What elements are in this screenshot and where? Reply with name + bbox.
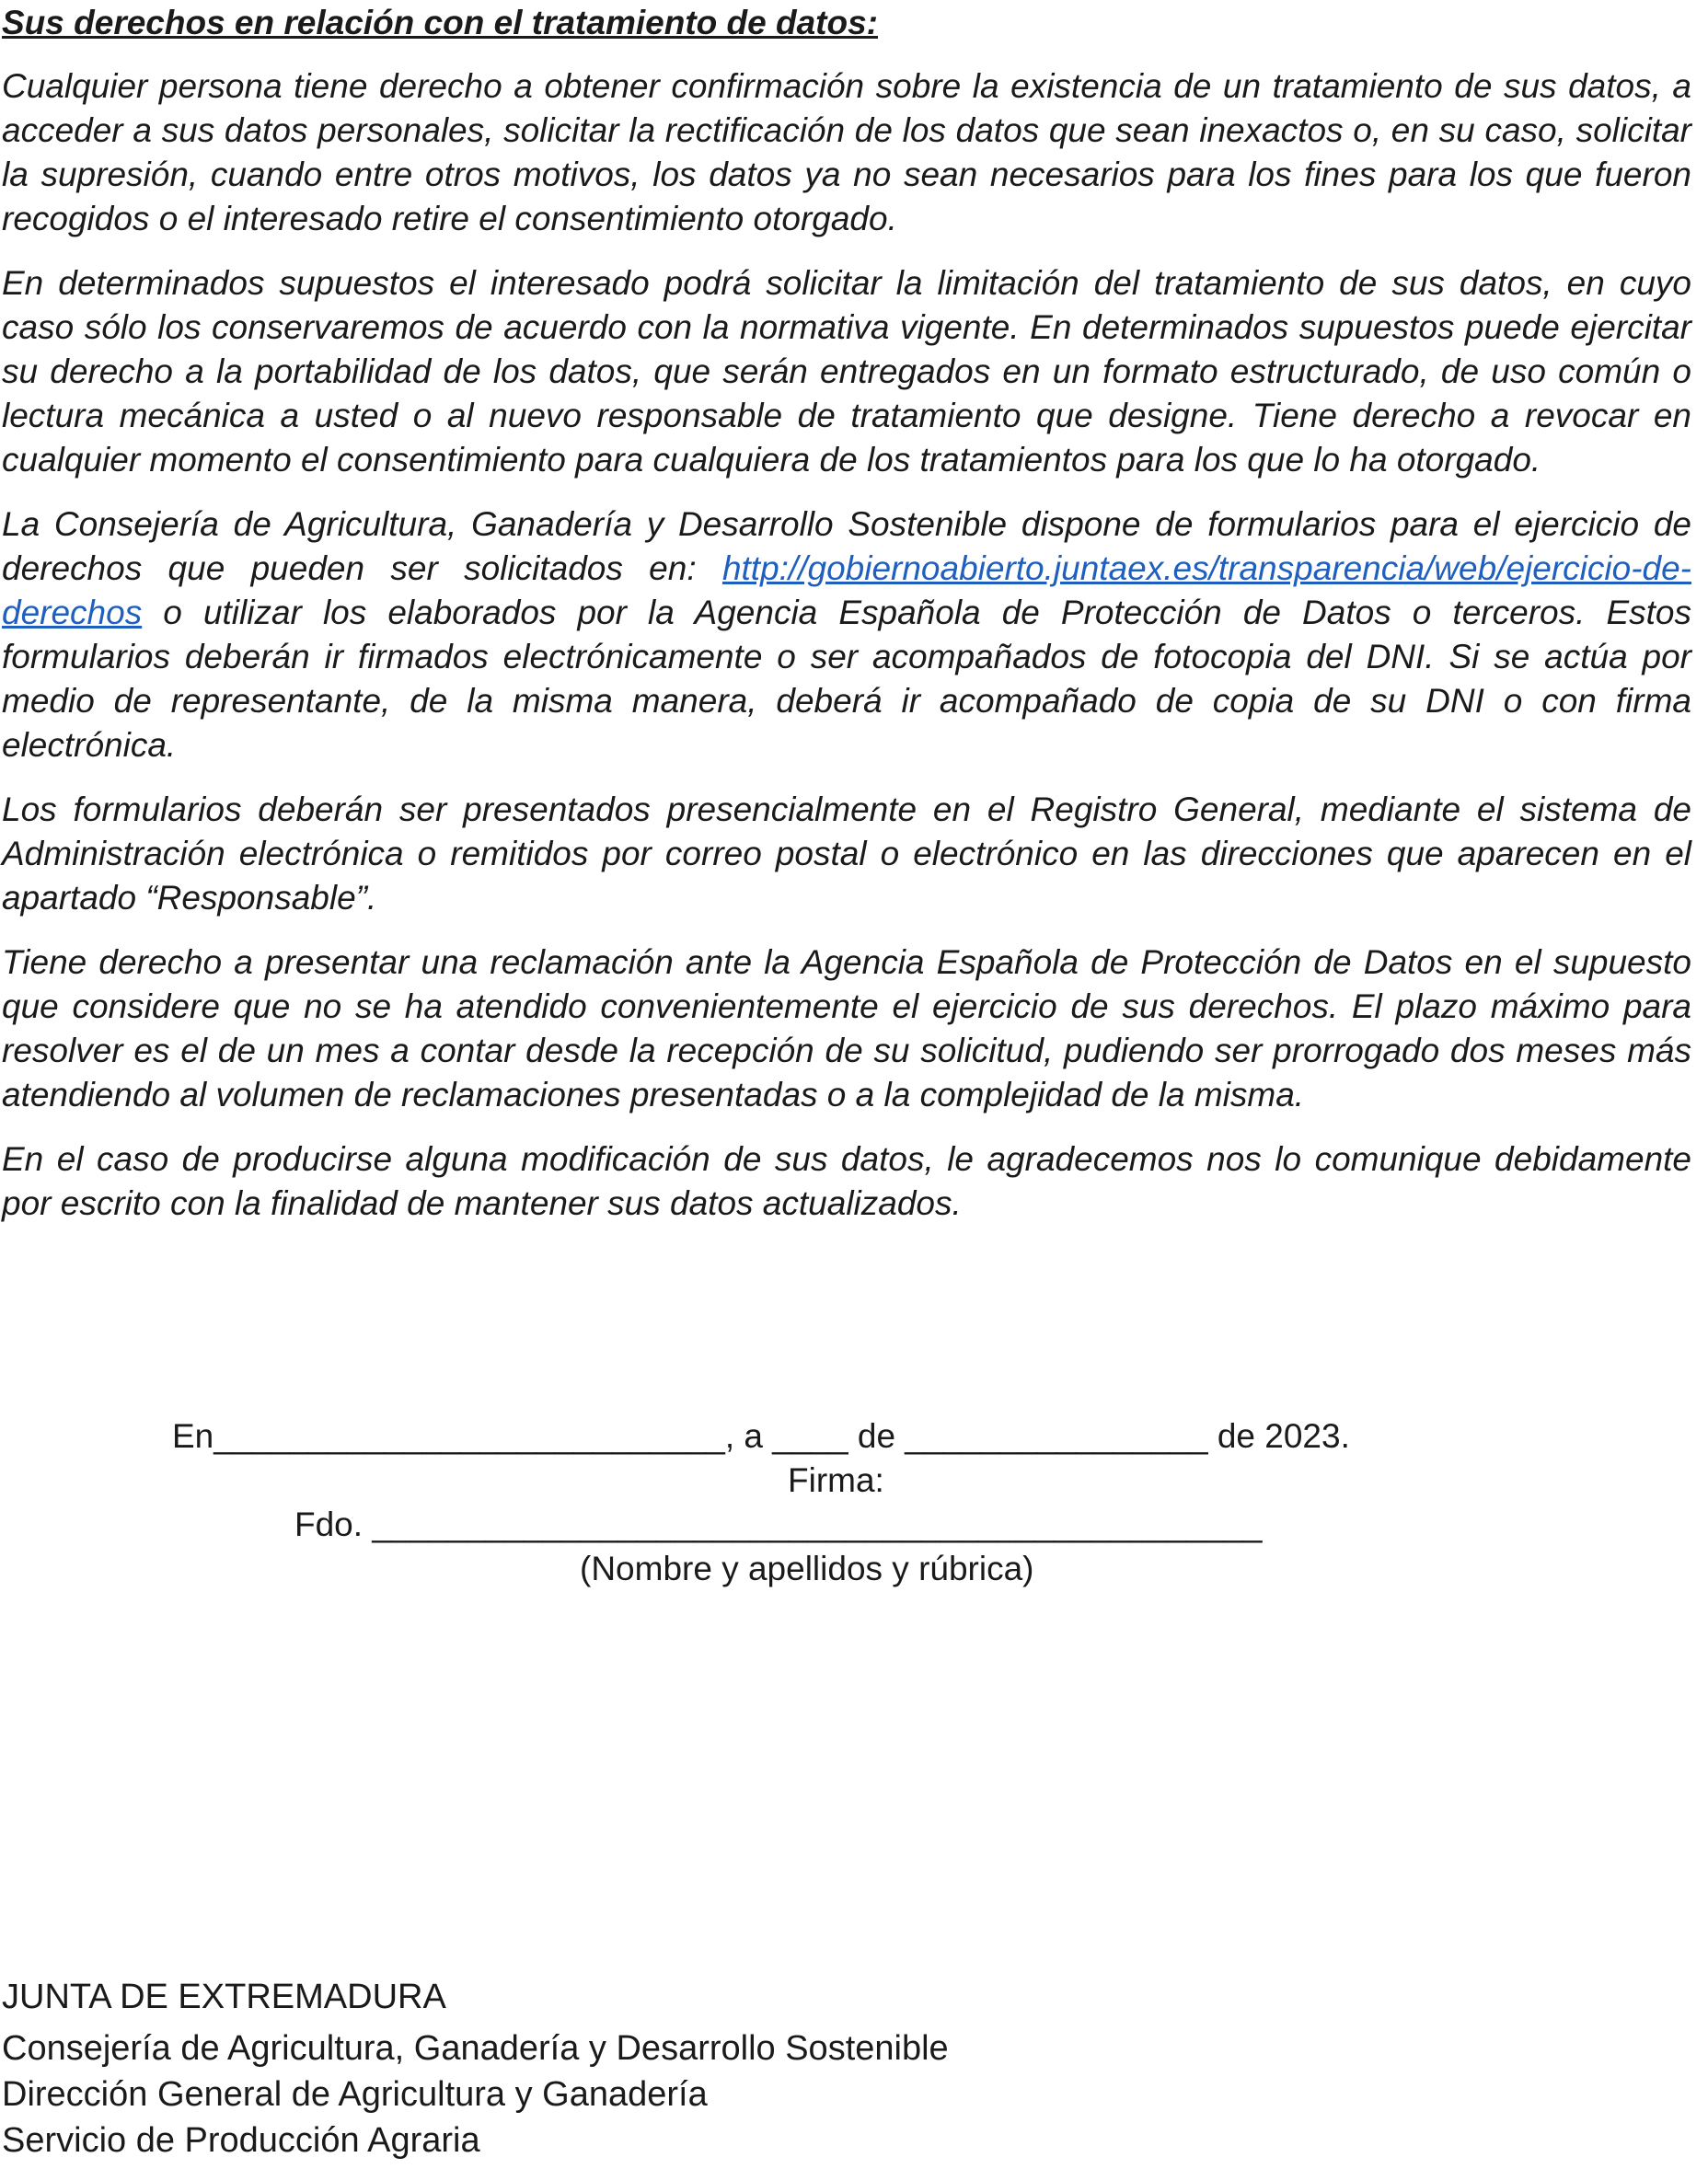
paragraph-submission: Los formularios deberán ser presentados presencialmente en el Registro General, mediante el sistema de Administración electrónica o remitidos por correo postal o electrónico en las direcciones que aparecen en el apartado “Responsable”. [2,790,1691,917]
data-rights-section [2,0,1691,1246]
footer-org: JUNTA DE EXTREMADURA [2,1978,446,2016]
footer-direccion: Dirección General de Agricultura y Ganadería [2,2075,708,2114]
footer-servicio: Servicio de Producción Agraria [2,2121,480,2160]
paragraph-limitation-portability: En determinados supuestos el interesado podrá solicitar la limitación del tratamiento de sus datos, en cuyo caso sólo los conservaremos de acuerdo con la normativa vigente. En determinados supuestos puede ejercitar su derecho a la portabilidad de los datos, que serán entregados en un formato estructurado, de uso común o lectura mecánica a usted o al nuevo responsable de tratamiento que designe. Tiene derecho a revocar en cualquier momento el consentimiento para cualquiera de los tratamientos para los que lo ha otorgado. [2,264,1691,479]
fdo-line: Fdo. _______________________________________________ [294,1506,1263,1543]
paragraph-complaint: Tiene derecho a presentar una reclamación ante la Agencia Española de Protección de Datos en el supuesto que considere que no se ha atendido convenientemente el ejercicio de sus derechos. El plazo máximo para resolver es el de un mes a contar desde la recepción de su solicitud, pudiendo ser prorrogado dos meses más atendiendo al volumen de reclamaciones presentadas o a la complejidad de la misma. [2,943,1691,1113]
paragraph-access-rights: Cualquier persona tiene derecho a obtener confirmación sobre la existencia de un tratamiento de sus datos, a acceder a sus datos personales, solicitar la rectificación de los datos que sean inexactos o, en su caso, solicitar la supresión, cuando entre otros motivos, los datos ya no sean necesarios para los fines para los que fueron recogidos o el interesado retire el consentimiento otorgado. [2,67,1691,237]
footer-consejeria: Consejería de Agricultura, Ganadería y Desarrollo Sostenible [2,2029,949,2068]
rights-exercise-link[interactable]: http://gobiernoabierto.juntaex.es/transparencia/web/ejercicio-de-derechos [2,549,1691,631]
section-heading: Sus derechos en relación con el tratamiento de datos: [2,4,878,41]
firma-label: Firma: [788,1461,884,1499]
paragraph-forms [2,502,1691,767]
forms-text-after-link: o utilizar los elaborados por la Agencia Española de Protección de Datos o terceros. Estos formularios deberán ir firmados electrónicamente o ser acompañados de fotocopia del DNI. Si se actúa por medio de representante, de la misma manera, deberá ir acompañado de copia de su DNI o con firma electrónica. [2,594,1691,764]
footer-organization [2,1974,949,2163]
forms-text-before-link: La Consejería de Agricultura, Ganadería y Desarrollo Sostenible dispone de formularios para el ejercicio de derechos que pueden ser solicitados en: [2,505,1691,587]
name-hint: (Nombre y apellidos y rúbrica) [580,1550,1034,1587]
paragraph-updates: En el caso de producirse alguna modificación de sus datos, le agradecemos nos lo comunique debidamente por escrito con la finalidad de mantener sus datos actualizados. [2,1140,1691,1222]
place-date-line: En___________________________, a ____ de ________________ de 2023. [172,1417,1350,1455]
